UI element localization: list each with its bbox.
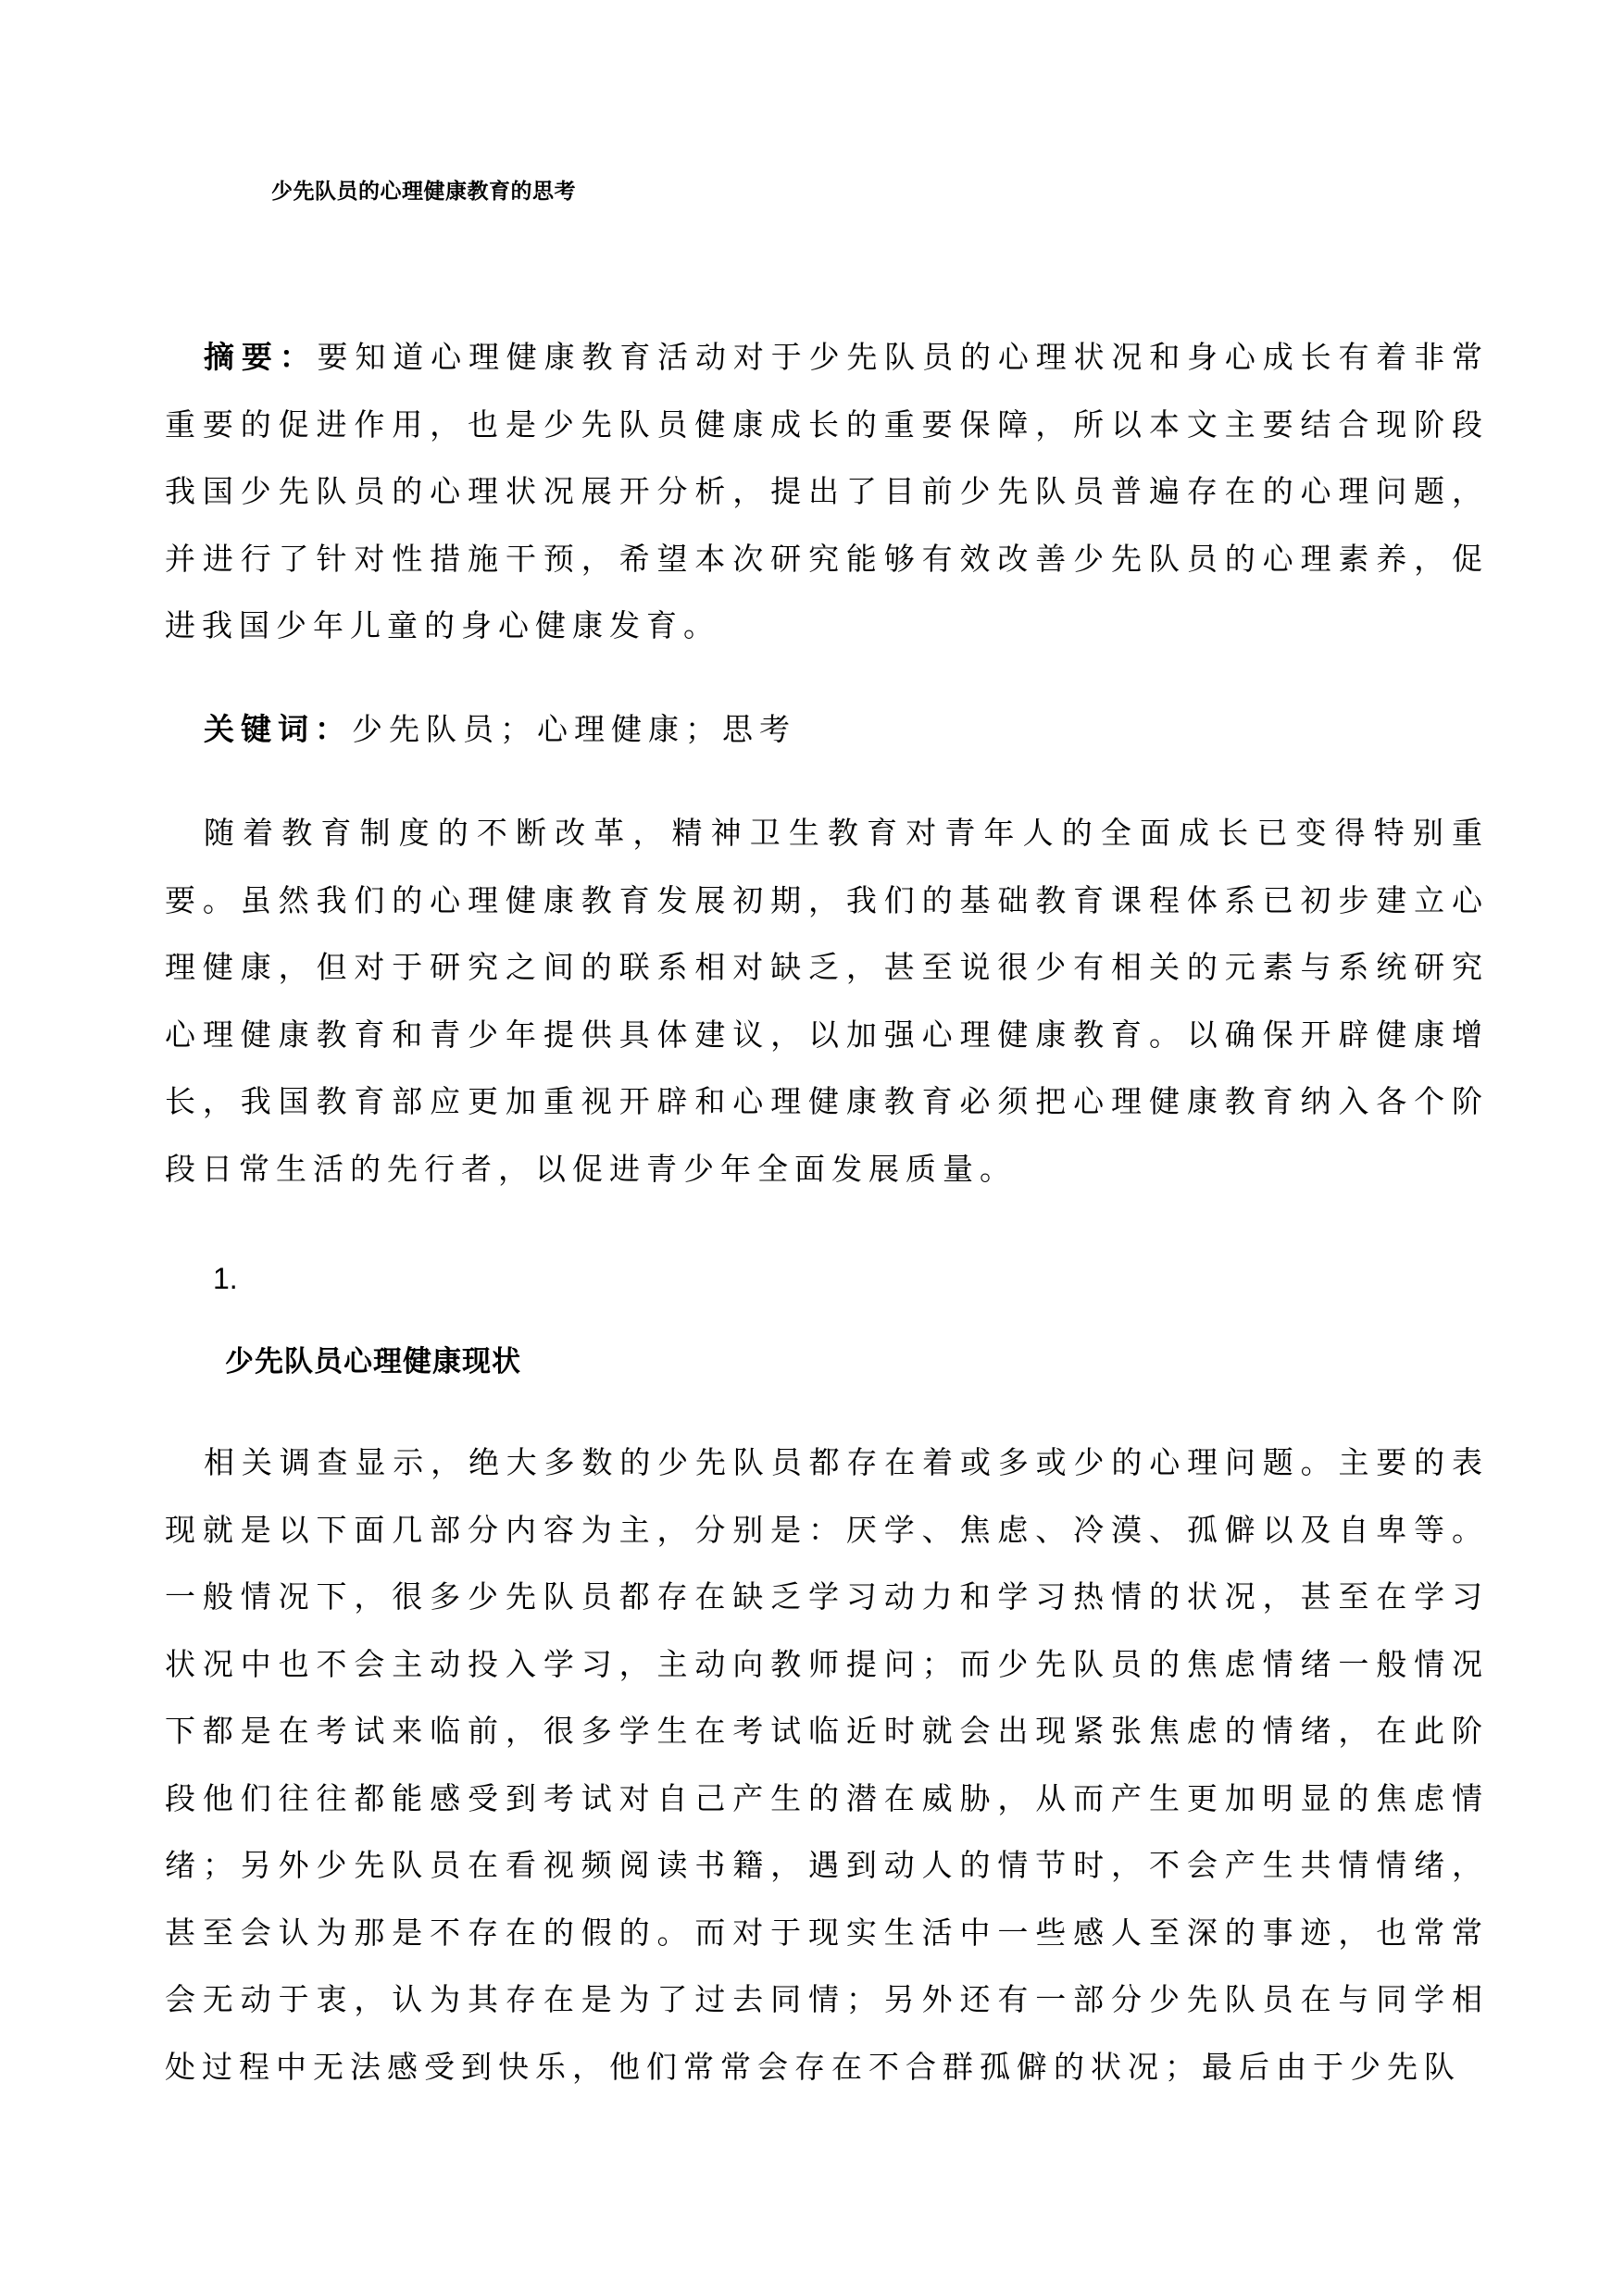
abstract-text: 要知道心理健康教育活动对于少先队员的心理状况和身心成长有着非常重要的促进作用，也是少先队员健康成长的重要保障，所以本文主要结合现阶段我国少先队员的心理状况展开分析，提出了目前少先队员普遍存在的心理问题，并进行了针对性措施干预，希望本次研究能够有效改善少先队员的心理素养，促进我国少年儿童的身心健康发育。	[165, 342, 1490, 643]
section-paragraph: 相关调查显示，绝大多数的少先队员都存在着或多或少的心理问题。主要的表现就是以下面几部分内容为主，分别是：厌学、焦虑、冷漠、孤僻以及自卑等。一般情况下，很多少先队员都存在缺乏学习动力和学习热情的状况，甚至在学习状况中也不会主动投入学习，主动向教师提问；而少先队员的焦虑情绪一般情况下都是在考试来临前，很多学生在考试临近时就会出现紧张焦虑的情绪，在此阶段他们往往都能感受到考试对自己产生的潜在威胁，从而产生更加明显的焦虑情绪；另外少先队员在看视频阅读书籍，遇到动人的情节时，不会产生共情情绪，甚至会认为那是不存在的假的。而对于现实生活中一些感人至深的事迹，也常常会无动于衷，认为其存在是为了过去同情；另外还有一部分少先队员在与同学相处过程中无法感受到快乐，他们常常会存在不合群孤僻的状况；最后由于少先队	[165, 1447, 1489, 2085]
section-number: 1.	[213, 1262, 238, 1295]
keywords-paragraph	[165, 696, 1489, 765]
section-heading: 少先队员心理健康现状	[225, 1345, 521, 1378]
keywords-text: 少先队员；心理健康；思考	[352, 714, 796, 747]
abstract-paragraph	[165, 324, 1489, 661]
intro-paragraph: 随着教育制度的不断改革，精神卫生教育对青年人的全面成长已变得特别重要。虽然我们的心理健康教育发展初期，我们的基础教育课程体系已初步建立心理健康，但对于研究之间的联系相对缺乏，甚至说很少有相关的元素与系统研究心理健康教育和青少年提供具体建议，以加强心理健康教育。以确保开辟健康增长，我国教育部应更加重视开辟和心理健康教育必须把心理健康教育纳入各个阶段日常生活的先行者，以促进青少年全面发展质量。	[165, 817, 1489, 1187]
abstract-label: 摘要：	[204, 340, 318, 374]
keywords-label: 关键词：	[204, 712, 352, 746]
document-title: 少先队员的心理健康教育的思考	[271, 179, 576, 203]
